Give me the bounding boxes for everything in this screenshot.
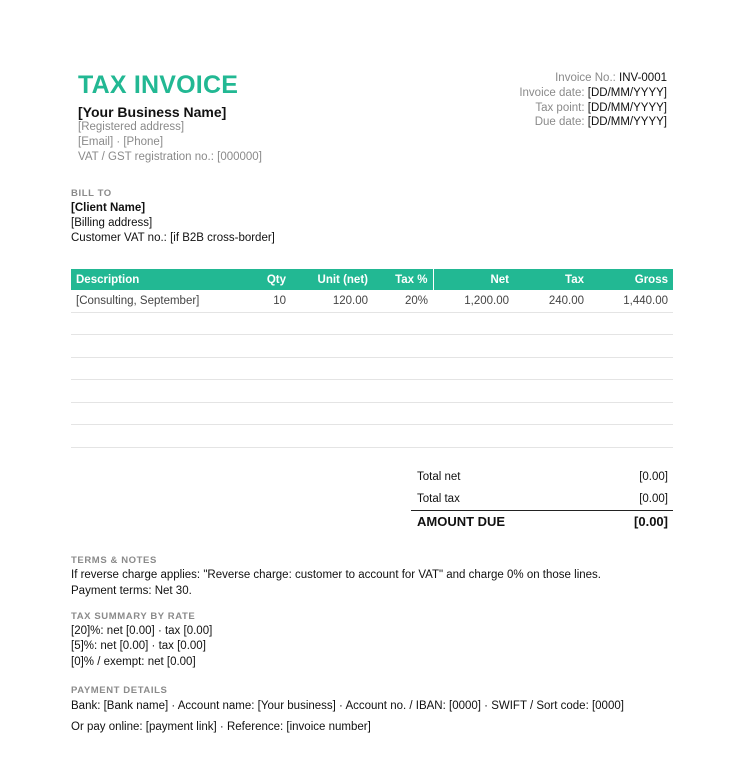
cell-unit <box>291 380 373 403</box>
client-name: [Client Name] <box>71 202 146 214</box>
billing-address: [Billing address] <box>71 217 153 229</box>
terms-line: If reverse charge applies: "Reverse charge: customer to account for VAT" and charge 0% on those lines. <box>71 569 601 581</box>
bank-details: Bank: [Bank name] · Account name: [Your business] · Account no. / IBAN: [0000] · SWIFT / Sort code: [0000] <box>71 700 624 712</box>
cell-tax <box>514 402 589 425</box>
cell-net <box>433 402 514 425</box>
table-row <box>71 312 673 335</box>
meta-value: [DD/MM/YYYY] <box>587 86 667 99</box>
table-row <box>71 402 673 425</box>
meta-value: [DD/MM/YYYY] <box>587 101 667 114</box>
cell-unit <box>291 357 373 380</box>
cell-qty <box>261 335 291 358</box>
col-gross: Gross <box>589 269 673 290</box>
cell-gross <box>589 425 673 448</box>
cell-description <box>71 425 261 448</box>
cell-description: [Consulting, September] <box>71 290 261 312</box>
cell-gross <box>589 335 673 358</box>
business-address: [Registered address] <box>78 121 185 133</box>
cell-description <box>71 335 261 358</box>
cell-tax-rate <box>373 335 433 358</box>
cell-net <box>433 335 514 358</box>
cell-net <box>433 380 514 403</box>
cell-tax-rate <box>373 312 433 335</box>
totals-block <box>411 466 673 533</box>
table-row <box>71 425 673 448</box>
meta-label: Invoice No.: <box>555 72 616 84</box>
online-payment: Or pay online: [payment link] · Reference: [invoice number] <box>71 721 371 733</box>
cell-description <box>71 357 261 380</box>
payment-terms: Payment terms: Net 30. <box>71 585 192 597</box>
total-net-value: [0.00] <box>639 471 668 483</box>
col-net: Net <box>433 269 514 290</box>
cell-qty <box>261 402 291 425</box>
cell-qty: 10 <box>261 290 291 312</box>
amount-due-label: AMOUNT DUE <box>417 514 506 529</box>
cell-tax-rate <box>373 425 433 448</box>
col-description: Description <box>71 269 261 290</box>
payment-heading: PAYMENT DETAILS <box>71 685 168 696</box>
cell-gross <box>589 312 673 335</box>
cell-unit <box>291 335 373 358</box>
table-row <box>71 380 673 403</box>
cell-tax <box>514 380 589 403</box>
meta-invoice-no <box>519 71 667 86</box>
meta-due-date <box>519 115 667 130</box>
col-tax-rate: Tax % <box>373 269 433 290</box>
bill-to-heading: BILL TO <box>71 188 112 199</box>
cell-net: 1,200.00 <box>433 290 514 312</box>
meta-invoice-date <box>519 86 667 101</box>
cell-gross <box>589 357 673 380</box>
cell-net <box>433 312 514 335</box>
meta-label: Invoice date: <box>519 86 585 99</box>
cell-qty <box>261 357 291 380</box>
business-vat-reg: VAT / GST registration no.: [000000] <box>78 151 262 163</box>
cell-tax <box>514 425 589 448</box>
cell-net <box>433 357 514 380</box>
cell-qty <box>261 312 291 335</box>
cell-description <box>71 380 261 403</box>
meta-tax-point <box>519 101 667 116</box>
table-header-row <box>71 269 673 290</box>
cell-unit <box>291 425 373 448</box>
line-items-table <box>71 269 673 448</box>
tax-summary-line: [0]% / exempt: net [0.00] <box>71 656 196 668</box>
cell-tax-rate <box>373 402 433 425</box>
col-unit: Unit (net) <box>291 269 373 290</box>
meta-value: INV-0001 <box>619 72 667 84</box>
cell-gross <box>589 402 673 425</box>
total-tax-label: Total tax <box>417 493 460 505</box>
cell-gross <box>589 380 673 403</box>
cell-net <box>433 425 514 448</box>
cell-qty <box>261 425 291 448</box>
meta-label: Due date: <box>534 116 585 129</box>
table-row <box>71 290 673 312</box>
business-name: [Your Business Name] <box>78 104 227 120</box>
amount-due-row <box>411 510 673 533</box>
cell-unit: 120.00 <box>291 290 373 312</box>
invoice-meta <box>519 71 667 130</box>
cell-tax <box>514 357 589 380</box>
amount-due-value: [0.00] <box>634 514 668 529</box>
cell-tax-rate: 20% <box>373 290 433 312</box>
col-qty: Qty <box>261 269 291 290</box>
cell-tax <box>514 312 589 335</box>
customer-vat: Customer VAT no.: [if B2B cross-border] <box>71 232 275 244</box>
terms-heading: TERMS & NOTES <box>71 555 157 566</box>
tax-summary-line: [5]%: net [0.00] · tax [0.00] <box>71 640 206 652</box>
cell-tax: 240.00 <box>514 290 589 312</box>
total-net-row <box>411 466 673 488</box>
cell-tax-rate <box>373 380 433 403</box>
cell-gross: 1,440.00 <box>589 290 673 312</box>
cell-qty <box>261 380 291 403</box>
cell-unit <box>291 312 373 335</box>
tax-summary-heading: TAX SUMMARY BY RATE <box>71 611 196 622</box>
total-tax-row <box>411 488 673 510</box>
cell-tax-rate <box>373 357 433 380</box>
table-row <box>71 335 673 358</box>
cell-description <box>71 402 261 425</box>
cell-tax <box>514 335 589 358</box>
meta-value: [DD/MM/YYYY] <box>587 116 667 129</box>
col-tax: Tax <box>514 269 589 290</box>
cell-description <box>71 312 261 335</box>
total-net-label: Total net <box>417 471 461 483</box>
meta-label: Tax point: <box>535 101 585 114</box>
tax-summary-line: [20]%: net [0.00] · tax [0.00] <box>71 625 213 637</box>
business-contact: [Email] · [Phone] <box>78 136 164 148</box>
cell-unit <box>291 402 373 425</box>
total-tax-value: [0.00] <box>639 493 668 505</box>
invoice-title: TAX INVOICE <box>78 71 239 99</box>
table-row <box>71 357 673 380</box>
